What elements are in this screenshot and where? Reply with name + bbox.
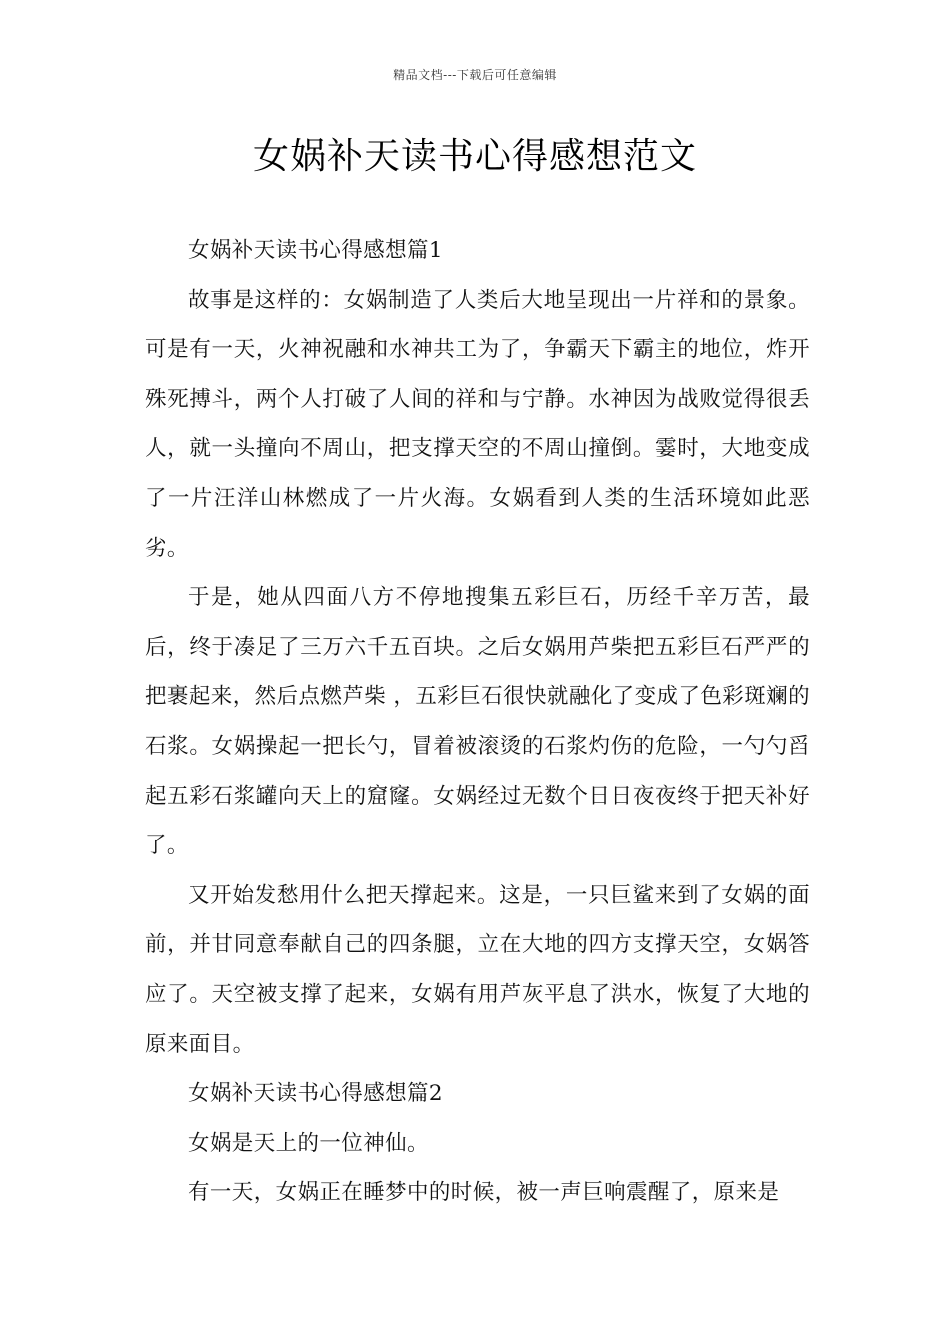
document-title: 女娲补天读书心得感想范文 — [252, 136, 697, 177]
section-heading-1: 女娲补天读书心得感想篇1 — [188, 238, 443, 263]
header-note: 精品文档---下载后可任意编辑 — [393, 68, 557, 82]
paragraph: 女娲是天上的一位神仙。 — [188, 1130, 429, 1156]
document-body — [145, 226, 810, 1218]
paragraph: 又开始发愁用什么把天撑起来。这是，一只巨鲨来到了女娲的面前，并甘同意奉献自己的四条腿，立在大地的四方支撑天空，女娲答应了。天空被支撑了起来，女娲有用芦灰平息了洪水，恢复了大地的原来面目。 — [145, 882, 810, 1057]
paragraph: 故事是这样的：女娲制造了人类后大地呈现出一片祥和的景象。可是有一天，火神祝融和水神共工为了，争霸天下霸主的地位，炸开殊死搏斗，两个人打破了人间的祥和与宁静。水神因为战败觉得很丢人，就一头撞向不周山，把支撑天空的不周山撞倒。霎时，大地变成了一片汪洋山林燃成了一片火海。女娲看到人类的生活环境如此恶劣。 — [145, 287, 810, 561]
section-heading-2: 女娲补天读书心得感想篇2 — [188, 1081, 443, 1107]
paragraph: 于是，她从四面八方不停地搜集五彩巨石，历经千辛万苦，最后，终于凑足了三万六千五百块。之后女娲用芦柴把五彩巨石严严的把裹起来，然后点燃芦柴 ，五彩巨石很快就融化了变成了色彩斑斓的石浆。女娲操起一把长勺，冒着被滚烫的石浆灼伤的危险，一勺勺舀起五彩石浆罐向天上的窟窿。女娲经过无数个日日夜夜终于把天补好了。 — [145, 585, 810, 859]
paragraph: 有一天，女娲正在睡梦中的时候，被一声巨响震醒了，原来是 — [188, 1180, 780, 1206]
